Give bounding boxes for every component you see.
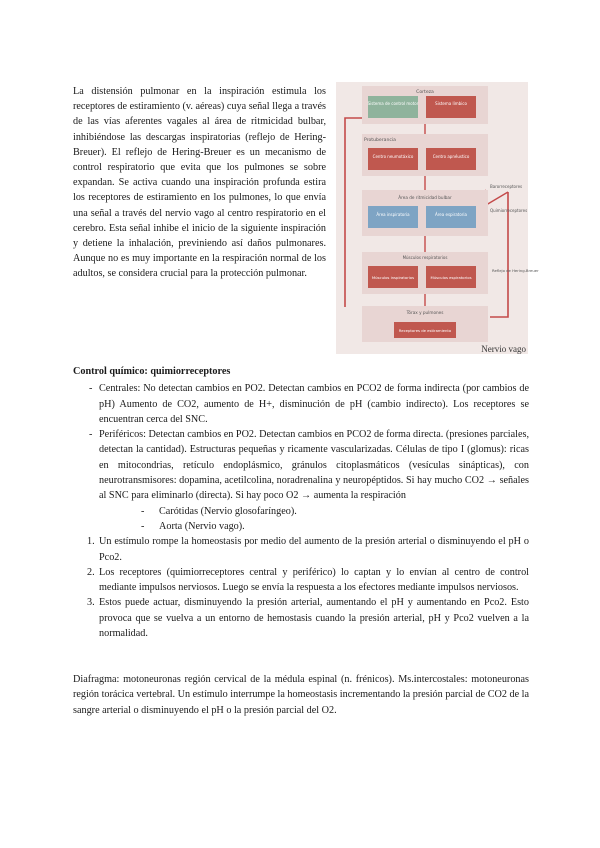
expiratory-area-label: Área espiratoria — [435, 212, 467, 217]
limbic-system-label: Sistema límbico — [435, 101, 467, 106]
lungs-title: Tórax y pulmones — [406, 310, 444, 315]
apneustic-center-label: Centro apnéustico — [432, 154, 470, 159]
cortex-title: Corteza — [416, 90, 434, 95]
intro-paragraph: La distensión pulmonar en la inspiración estimula los receptores de estiramiento (v. aéreas) cuya señal llega a través de las vías aferentes vagales al área de ritmicidad bulbar, inhibiéndose las descargas inspiratorias (reflejo de Hering-Breuer). El reflejo de Hering-Breuer es un mecanismo de control respiratorio que evita que los pulmones se sobre expandan. Se activa cuando una inspiración profunda estira los receptores de estiramiento en los pulmones, lo que envía una señal a través del nervio vago al centro respiratorio en el cerebro. Esta señal inhibe el inicio de la siguiente inspiración y detiene la inhalación, previniendo así daños pulmonares. Aunque no es muy importante en la respiración normal de los adultos, se considera crucial para la protección pulmonar. — [73, 86, 326, 280]
list-item: - Carótidas (Nervio glosofaríngeo). — [99, 504, 529, 519]
vagus-nerve-caption: Nervio vago — [481, 344, 526, 354]
inspiratory-muscles-label: Músculos inspiratorios — [371, 275, 415, 280]
list-item — [73, 427, 529, 534]
step-number: 1. — [87, 536, 95, 548]
list-item — [73, 381, 529, 427]
pneumotaxic-center-box — [368, 148, 418, 170]
motor-control-label: Sistema de control motor — [367, 101, 419, 106]
motor-control-box — [368, 96, 418, 118]
baroreceptors-label: Barorreceptores — [490, 184, 523, 189]
pneumotaxic-center-label: Centro neumotáxico — [372, 154, 414, 159]
list-item — [73, 534, 529, 565]
step-text: Un estímulo rompe la homeostasis por medio del aumento de la presión arterial o disminuyendo el pH o Pco2. — [99, 536, 529, 563]
muscles-title: Músculos respiratorios — [402, 255, 448, 260]
expiratory-area-box — [426, 206, 476, 228]
peripheral-sites-list — [99, 504, 529, 535]
step-number: 2. — [87, 566, 95, 578]
medulla-title: Área de ritmicidad bulbar — [398, 195, 452, 200]
step-number: 3. — [87, 597, 95, 609]
step-text: Los receptores (quimiorreceptores central y periférico) lo captan y lo envían al centro de control mediante impulsos nerviosos. Luego se envía la respuesta a los efectores mediante impulsos nerviosos. — [99, 566, 529, 594]
section-heading: Control químico: quimiorreceptores — [73, 366, 231, 377]
stretch-receptors-label: Receptores de estiramiento — [398, 328, 452, 333]
chemical-control-section — [73, 364, 529, 641]
inspiratory-area-box — [368, 206, 418, 228]
respiratory-control-diagram — [336, 82, 539, 354]
step-text: Estos puede actuar, disminuyendo la presión arterial, aumentando el pH y aumentando en Pco2. Esto provoca que se vuelva a un entorno de hemostasis cuando la presión arterial, pH y Pco2 vuelven a la normalidad. — [99, 597, 529, 640]
receptor-list — [73, 381, 529, 534]
closing-paragraph: Diafragma: motoneuronas región cervical de la médula espinal (n. frénicos). Ms.intercostales: motoneuronas región torácica vertebral. Un estímulo interrumpe la homeostasis incrementando la presión parcial de CO2 de la sangre arterial o disminuyendo el pH o la presión parcial del O2. — [73, 674, 530, 716]
hering-breuer-label: Reflejo de Hering-Breuer — [492, 268, 539, 273]
limbic-system-box — [426, 96, 476, 118]
peripheral-receptors-text: Periféricos: Detectan cambios en PO2. Detectan cambios en PCO2 de forma directa. (presiones parciales, detectan la cantidad). Estructuras pequeñas y ricamente vascularizadas. Células de tipo I (glomus): ricas en mitocondrias, retículo endoplásmico, gránulos citoplasmáticos (vesículas sinápticas), con neurotransmisores: dopamina, acetilcolina, noradrenalina y neuropéptidos. Si hay mucho CO2 → señales al SNC para eliminarlo (directa). Si hay poco O2 → aumenta la respiración — [99, 429, 529, 502]
expiratory-muscles-label: Músculos espiratorios — [430, 275, 472, 280]
list-item — [73, 565, 529, 596]
central-receptors-text: Centrales: No detectan cambios en PO2. Detectan cambios en PCO2 de forma indirecta (por cambios de pH) Aumento de CO2, aumento de H+, disminución de pH (cambio indirecto). Los receptores se encuentran cerca del SNC. — [99, 383, 529, 425]
inspiratory-area-label: Área inspiratoria — [376, 212, 410, 217]
chemoreceptors-label: Quimiorreceptores — [490, 208, 528, 213]
list-item: - Aorta (Nervio vago). — [99, 519, 529, 534]
homeostasis-steps — [73, 534, 529, 641]
apneustic-center-box — [426, 148, 476, 170]
pons-title: Protuberancia — [364, 138, 396, 143]
list-item — [73, 595, 529, 641]
